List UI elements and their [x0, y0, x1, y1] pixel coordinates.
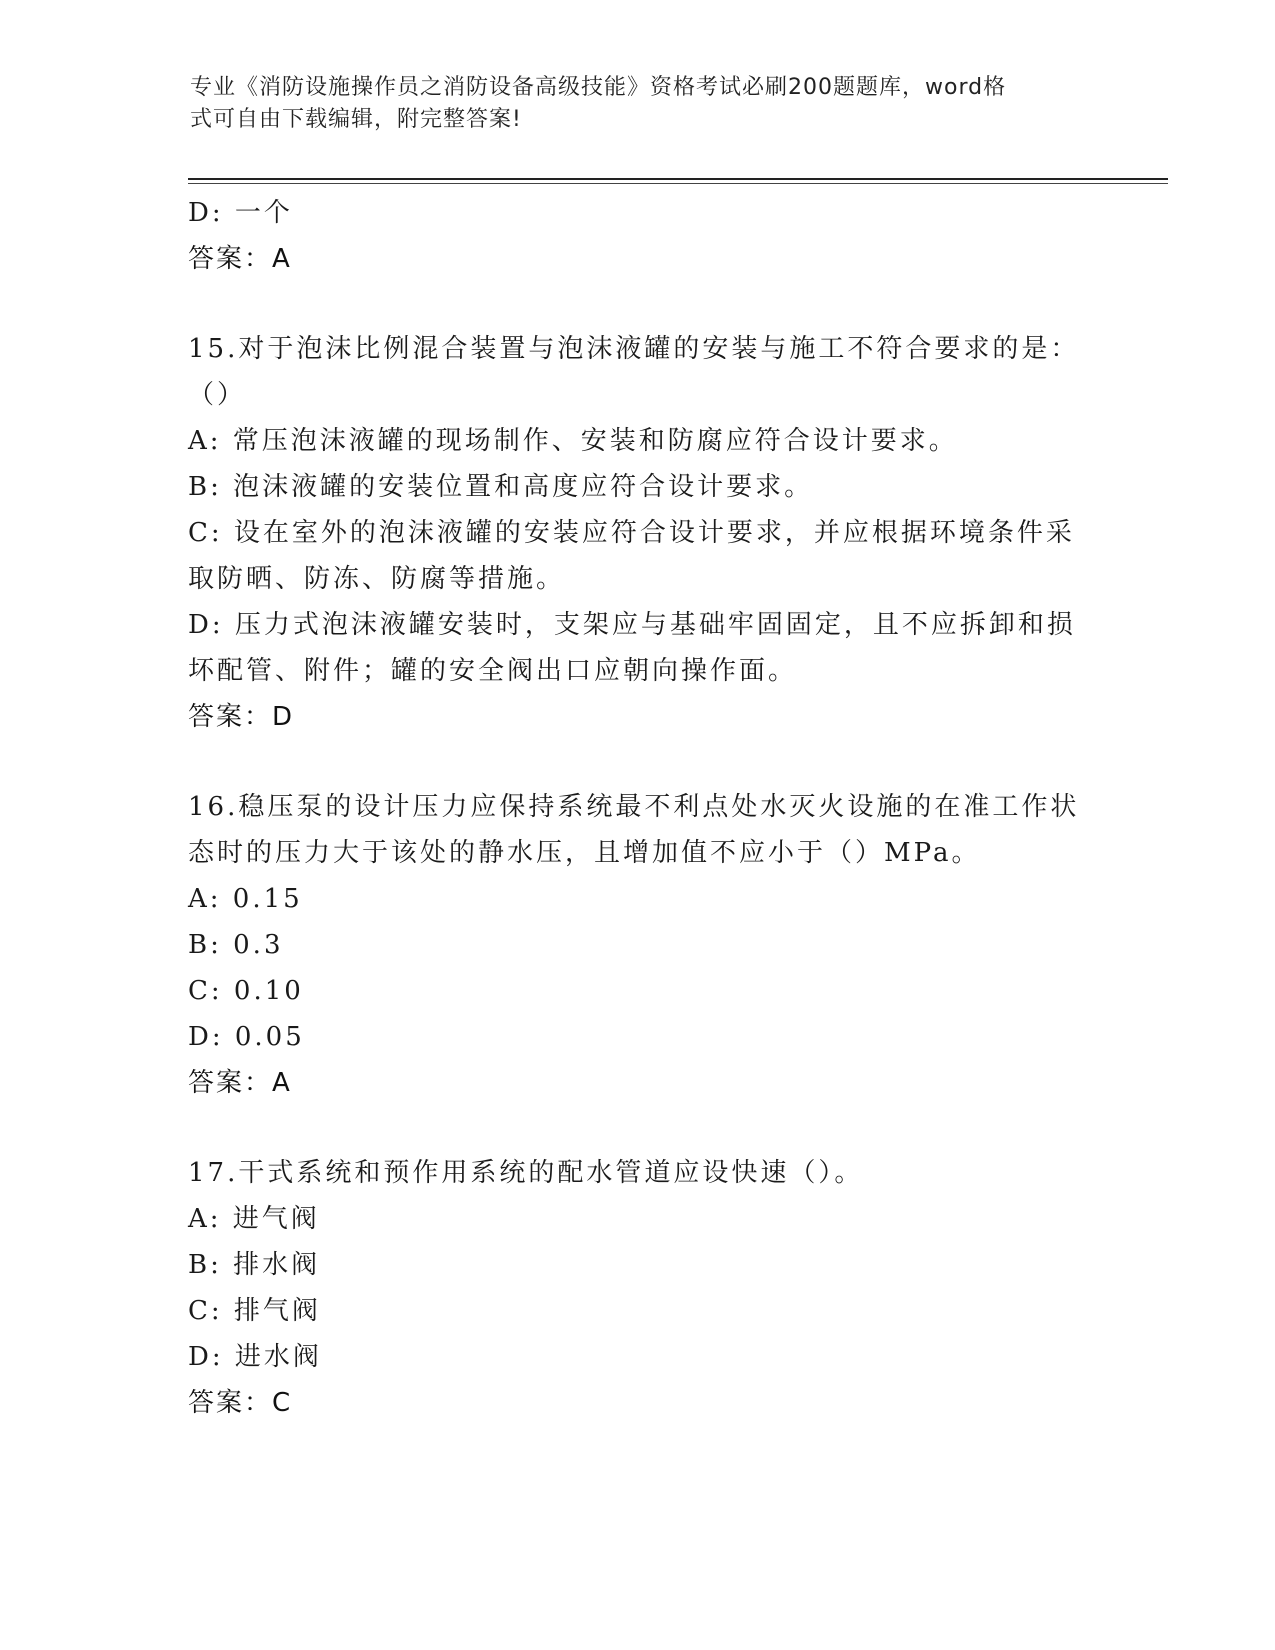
- carryover-option-d: D: 一个: [188, 198, 293, 228]
- document-body: [188, 190, 1088, 1426]
- option-c-cont: 取防晒、防冻、防腐等措施。: [188, 564, 566, 594]
- option-d: D: 进水阀: [188, 1342, 322, 1372]
- option-a: A: 0.15: [188, 884, 303, 914]
- option-c: C: 0.10: [188, 976, 304, 1006]
- question-16: [188, 784, 1088, 1106]
- question-title: 16.稳压泵的设计压力应保持系统最不利点处水灭火设施的在准工作状: [188, 792, 1080, 822]
- option-b: B: 排水阀: [188, 1250, 321, 1280]
- option-a: A: 常压泡沫液罐的现场制作、安装和防腐应符合设计要求。: [188, 426, 958, 456]
- option-c: C: 排气阀: [188, 1296, 321, 1326]
- question-title: 17.干式系统和预作用系统的配水管道应设快速（）。: [188, 1158, 864, 1188]
- header-line-1: 专业《消防设施操作员之消防设备高级技能》资格考试必刷200题题库，word格: [190, 75, 1007, 100]
- header-divider-thin: [188, 183, 1168, 184]
- option-b: B: 0.3: [188, 930, 284, 960]
- question-title-cont: （）: [188, 380, 247, 410]
- question-15: [188, 326, 1088, 740]
- document-header: [190, 72, 1090, 136]
- option-b: B: 泡沫液罐的安装位置和高度应符合设计要求。: [188, 472, 814, 502]
- option-d-cont: 坏配管、附件；罐的安全阀出口应朝向操作面。: [188, 656, 798, 686]
- question-17: [188, 1150, 1088, 1426]
- header-line-2: 式可自由下载编辑，附完整答案!: [190, 107, 522, 132]
- question-title: 15.对于泡沫比例混合装置与泡沫液罐的安装与施工不符合要求的是：: [188, 334, 1080, 364]
- option-d: D: 0.05: [188, 1022, 305, 1052]
- answer: 答案：C: [188, 1388, 293, 1418]
- answer: 答案：A: [188, 1068, 292, 1098]
- answer: 答案：D: [188, 702, 295, 732]
- question-title-cont: 态时的压力大于该处的静水压，且增加值不应小于（）MPa。: [188, 838, 981, 868]
- option-c: C: 设在室外的泡沫液罐的安装应符合设计要求，并应根据环境条件采: [188, 518, 1075, 548]
- option-d: D: 压力式泡沫液罐安装时，支架应与基础牢固固定，且不应拆卸和损: [188, 610, 1076, 640]
- header-divider-thick: [188, 178, 1168, 180]
- carryover-answer: 答案：A: [188, 244, 292, 274]
- option-a: A: 进气阀: [188, 1204, 320, 1234]
